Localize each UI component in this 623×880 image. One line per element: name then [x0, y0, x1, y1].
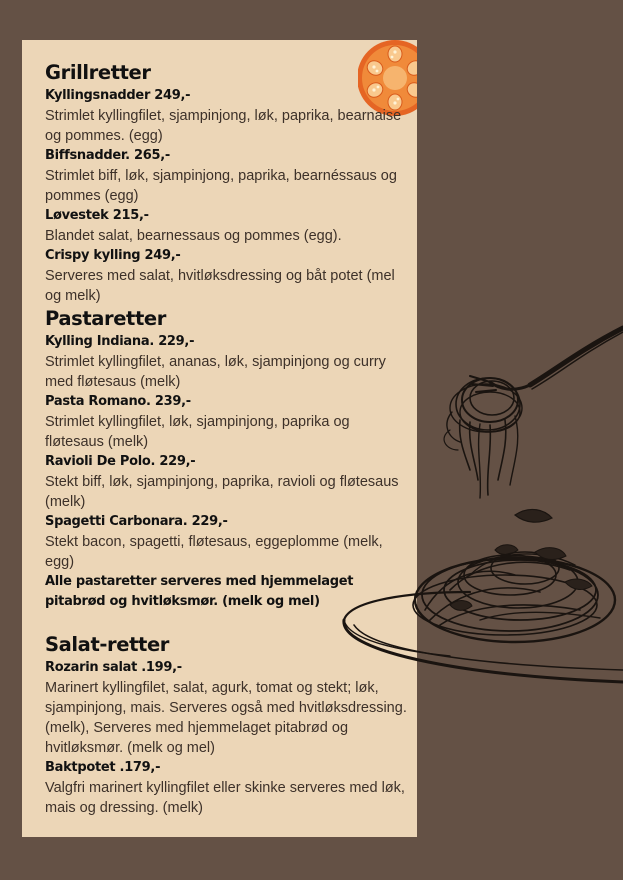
menu-item-name: Crispy kylling 249,-: [45, 248, 181, 263]
menu-item-name: Ravioli De Polo. 229,-: [45, 454, 196, 469]
menu-item-description: Strimlet kyllingfilet, løk, sjampinjong, paprika og fløtesaus (melk): [45, 414, 350, 450]
menu-item-description: Stekt bacon, spagetti, fløtesaus, eggeplomme (melk, egg): [45, 534, 383, 570]
menu-item-name: Rozarin salat .199,-: [45, 660, 182, 675]
menu-section-grillretter: [45, 60, 407, 306]
menu-item-description: Strimlet biff, løk, sjampinjong, paprika, bearnéssaus og pommes (egg): [45, 168, 397, 204]
menu-item-name: Pasta Romano. 239,-: [45, 394, 191, 409]
menu-item-name: Løvestek 215,-: [45, 208, 149, 223]
menu-item-description: Valgfri marinert kyllingfilet eller skinke serveres med løk, mais og dressing. (melk): [45, 780, 405, 816]
section-title: Pastaretter: [45, 307, 166, 330]
section-title: Grillretter: [45, 61, 151, 84]
menu-item-description: Marinert kyllingfilet, salat, agurk, tomat og stekt; løk, sjampinjong, mais. Serveres også med hvitløksdressing. (melk), Serveres med hjemmelaget pitabrød og hvitløksmør. (melk og mel): [45, 680, 407, 756]
section-note: Alle pastaretter serveres med hjemmelaget pitabrød og hvitløksmør. (melk og mel): [45, 574, 354, 609]
menu-item-description: Stekt biff, løk, sjampinjong, paprika, ravioli og fløtesaus (melk): [45, 474, 399, 510]
menu-item-name: Baktpotet .179,-: [45, 760, 161, 775]
menu-item-description: Strimlet kyllingfilet, ananas, løk, sjampinjong og curry med fløtesaus (melk): [45, 354, 386, 390]
menu-item-name: Spagetti Carbonara. 229,-: [45, 514, 228, 529]
menu-item-description: Strimlet kyllingfilet, sjampinjong, løk, paprika, bearnaise og pommes. (egg): [45, 108, 402, 144]
menu-item-name: Biffsnadder. 265,-: [45, 148, 170, 163]
menu-item-description: Blandet salat, bearnessaus og pommes (egg).: [45, 228, 342, 244]
section-title: Salat-retter: [45, 633, 169, 656]
menu-item-name: Kyllingsnadder 249,-: [45, 88, 191, 103]
spaghetti-fork-plate-illustration: [330, 320, 623, 700]
menu-item-description: Serveres med salat, hvitløksdressing og båt potet (mel og melk): [45, 268, 395, 304]
menu-item-name: Kylling Indiana. 229,-: [45, 334, 195, 349]
